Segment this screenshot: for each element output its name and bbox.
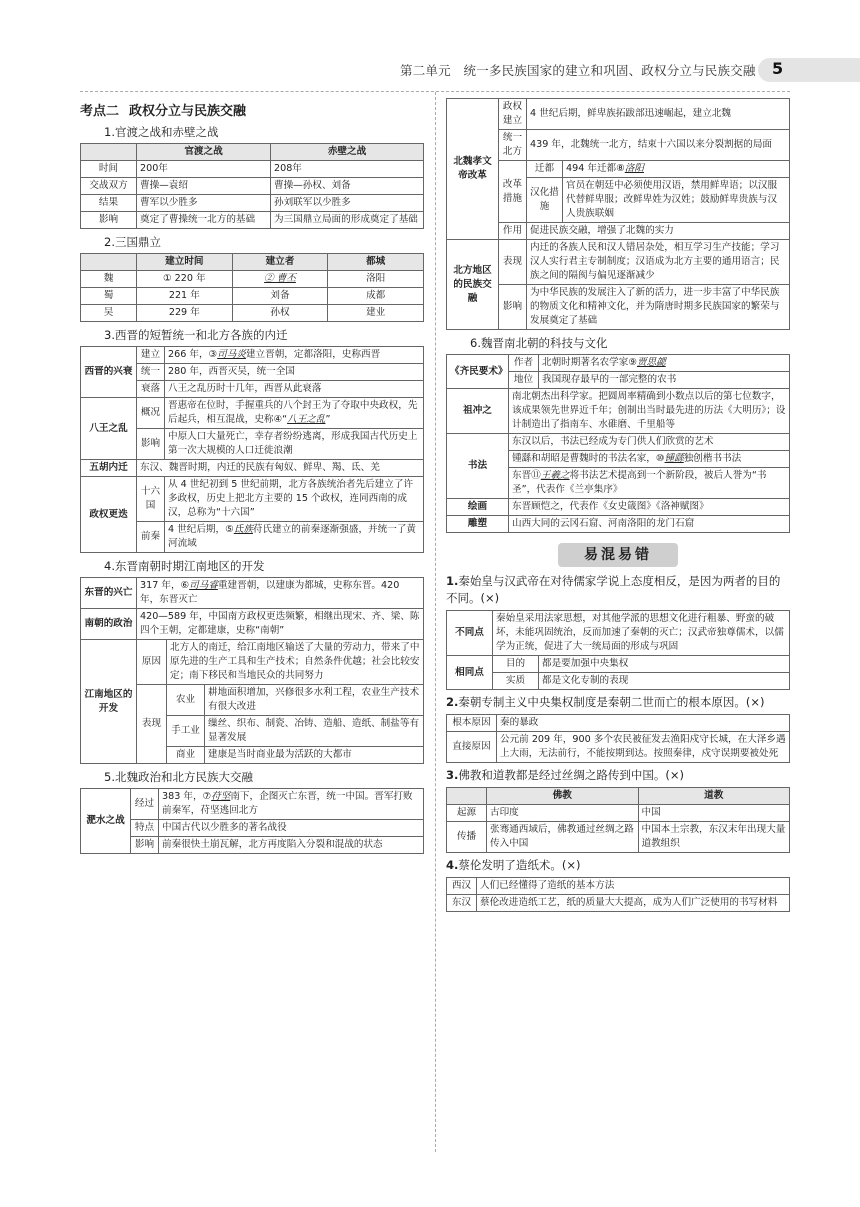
subsection-2-title: 2.三国鼎立	[104, 235, 161, 249]
table-cell: 古印度	[487, 805, 639, 822]
table-cell: 东汉以后，书法已经成为专门供人们欣赏的艺术	[509, 434, 790, 451]
table-cell: 江南地区的开发	[81, 640, 137, 764]
text-fragment: 秦朝专制主义中央集权制度是秦朝二世而亡的根本原因。(×)	[458, 695, 765, 709]
subsection-4-title: 4.东晋南朝时期江南地区的开发	[104, 559, 265, 573]
text-fragment: 建立晋朝，定都洛阳，史称西晋	[245, 349, 381, 360]
text-fragment: 洛阳	[624, 163, 644, 174]
text-fragment: 蔡伦发明了造纸术。(×)	[458, 858, 581, 872]
table-cell: 吴	[81, 305, 137, 322]
question-3	[446, 767, 790, 784]
table-cell	[165, 398, 424, 429]
table-cell: 政权建立	[499, 99, 527, 130]
table-cell: 统一	[137, 364, 165, 381]
text-fragment: 独创楷书书法	[683, 453, 742, 464]
text-fragment: 266 年，③	[168, 349, 218, 360]
table-cell: 为三国鼎立局面的形成奠定了基础	[271, 212, 424, 229]
table-cell: ① 220 年	[137, 271, 233, 288]
table-cell: 成都	[328, 288, 424, 305]
text-fragment: 氐族	[233, 524, 253, 535]
text-fragment: 晋惠帝在位时，手握重兵的八个封王为了夺取中央政权，先后起兵，相互混战，史称④“	[168, 400, 418, 425]
table-cell: 《齐民要术》	[447, 355, 509, 389]
text-fragment: 秦始皇与汉武帝在对待儒家学说上态度相反，是因为两者的目的不同。(×)	[446, 574, 781, 605]
table-cell: 北方地区的民族交融	[447, 240, 499, 330]
table-cell: 东汉	[447, 895, 477, 912]
table-cell: 北方人的南迁，给江南地区输送了大量的劳动力，带来了中原先进的生产工具和生产技术；自然条件优越；社会比较安定；南下移民和当地民众的共同努力	[167, 640, 424, 685]
table-cell: 表现	[499, 240, 527, 285]
table-cell: 4 世纪后期，鲜卑族拓跋部迅速崛起，建立北魏	[527, 99, 790, 130]
text-fragment: 2.	[446, 695, 459, 709]
table-cell: 229 年	[137, 305, 233, 322]
left-column	[80, 98, 424, 854]
table-cell	[447, 788, 487, 805]
table-cell: 影响	[499, 285, 527, 330]
text-fragment: 政权分立与民族交融	[129, 104, 247, 119]
table-cell: 赤壁之战	[271, 144, 424, 161]
northern-wei-reform-table	[446, 98, 790, 240]
text-fragment: 王羲之	[540, 470, 570, 481]
table-cell: 概况	[137, 398, 165, 429]
table-cell: 道教	[638, 788, 790, 805]
table-cell: 交战双方	[81, 178, 137, 195]
table-cell: 刘备	[232, 288, 328, 305]
question-2-table	[446, 714, 790, 763]
table-cell: 曹操—孙权、刘备	[271, 178, 424, 195]
table-cell: 建业	[328, 305, 424, 322]
right-column	[446, 98, 790, 912]
table-cell: 中国	[638, 805, 790, 822]
table-cell: 起源	[447, 805, 487, 822]
text-fragment: 4 世纪后期，⑤	[168, 524, 234, 535]
text-fragment: 383 年，⑦	[162, 791, 212, 802]
text-fragment: 南下，企图灭亡东晋，统一中国。晋军打败前秦军，苻坚逃回北方	[162, 791, 413, 816]
table-cell: 原因	[137, 640, 167, 685]
table-cell: 传播	[447, 822, 487, 853]
table-cell: 前秦	[137, 522, 165, 553]
table-cell: 地位	[509, 372, 539, 389]
table-cell: 绘画	[447, 499, 509, 516]
table-cell: 建立	[137, 347, 165, 364]
table-cell	[509, 468, 790, 499]
table-cell: 作用	[499, 223, 527, 240]
table-cell	[539, 355, 790, 372]
table-cell: 目的	[493, 656, 539, 673]
table-cell: 经过	[131, 789, 159, 820]
table-cell: 公元前 209 年，900 多个农民被征发去渔阳戍守长城，在大泽乡遇上大雨，无法前行，不能按期到达。按照秦律，戍守误期要被处死	[497, 732, 790, 763]
table-cell: 商业	[167, 747, 205, 764]
text-fragment: 494 年迁都⑧	[566, 163, 625, 174]
text-fragment: 1.	[446, 574, 459, 588]
table-cell: 政权更迭	[81, 477, 137, 553]
table-cell: 为中华民族的发展注入了新的活力，进一步丰富了中华民族的物质文化和精神文化，并为隋唐时期多民族国家的繁荣与发展奠定了基础	[527, 285, 790, 330]
table-cell: 西汉	[447, 878, 477, 895]
question-4-table	[446, 877, 790, 912]
table-cell: 建立者	[232, 254, 328, 271]
table-cell: 东汉、魏晋时期，内迁的民族有匈奴、鲜卑、羯、氐、羌	[137, 460, 424, 477]
table-cell: 统一北方	[499, 130, 527, 161]
table-cell: 直接原因	[447, 732, 497, 763]
table-cell: 南朝的政治	[81, 609, 137, 640]
table-cell: 迁都	[527, 161, 563, 178]
unit-title: 第二单元 统一多民族国家的建立和巩固、政权分立与民族交融	[400, 63, 756, 78]
column-divider	[435, 92, 436, 1152]
table-cell: 促进民族交融，增强了北魏的实力	[527, 223, 790, 240]
table-cell: 特点	[131, 820, 159, 837]
table-cell: 书法	[447, 434, 509, 499]
table-cell: 前秦很快土崩瓦解，北方再度陷入分裂和混战的状态	[159, 837, 424, 854]
table-cell: 北魏孝文帝改革	[447, 99, 499, 240]
table-cell: 人们已经懂得了造纸的基本方法	[477, 878, 790, 895]
table-cell: 奠定了曹操统一北方的基础	[137, 212, 271, 229]
table-cell: 都城	[328, 254, 424, 271]
text-fragment: 司马炎	[217, 349, 246, 360]
question-4	[446, 857, 790, 874]
table-cell: 中国古代以少胜多的著名战役	[159, 820, 424, 837]
table-cell: 221 年	[137, 288, 233, 305]
table-cell: 蔡伦改进造纸工艺，纸的质量大大提高，成为人们广泛使用的书写材料	[477, 895, 790, 912]
three-kingdoms-table	[80, 253, 424, 322]
table-cell	[165, 347, 424, 364]
table-cell	[165, 522, 424, 553]
table-cell: 西晋的兴衰	[81, 347, 137, 398]
table-cell	[81, 254, 137, 271]
table-cell: 相同点	[447, 656, 493, 690]
table-cell: 420—589 年，中国南方政权更迭频繁，相继出现宋、齐、梁、陈四个王朝，定都建康，史称“南朝”	[137, 609, 424, 640]
text-fragment: ”	[325, 414, 331, 425]
text-fragment: 苻氏建立的前秦逐渐强盛，并统一了黄河流域	[168, 524, 417, 549]
table-cell	[563, 161, 790, 178]
table-cell: 改革措施	[499, 161, 527, 223]
question-3-table	[446, 787, 790, 853]
question-1-table	[446, 610, 790, 690]
table-cell: 中国本土宗教，东汉末年出现大量道教组织	[638, 822, 790, 853]
text-fragment: 贾思勰	[636, 357, 666, 368]
question-2	[446, 694, 790, 711]
table-cell: 八王之乱历时十几年，西晋从此衰落	[165, 381, 424, 398]
easy-mistake-banner: 易混易错	[558, 543, 678, 567]
table-cell: 都是文化专制的表现	[539, 673, 790, 690]
text-fragment: 八王之乱	[287, 414, 326, 425]
table-cell: 不同点	[447, 611, 493, 656]
table-cell: 建康是当时商业最为活跃的大都市	[205, 747, 424, 764]
text-fragment: 司马睿	[189, 580, 218, 591]
section-title	[80, 100, 424, 119]
text-fragment: 锺繇	[664, 453, 684, 464]
table-cell: 表现	[137, 685, 167, 764]
table-cell: 从 4 世纪初到 5 世纪前期，北方各族统治者先后建立了许多政权，历史上把北方主要的 15 个政权，连同西南的成汉，总称为“十六国”	[165, 477, 424, 522]
southern-development-table	[80, 577, 424, 764]
table-cell: 山西大同的云冈石窟、河南洛阳的龙门石窟	[509, 516, 790, 533]
table-cell: 淝水之战	[81, 789, 131, 854]
table-cell	[509, 451, 790, 468]
table-cell: 200年	[137, 161, 271, 178]
subsection-1-title: 1.官渡之战和赤壁之战	[104, 125, 219, 139]
table-cell: 我国现存最早的一部完整的农书	[539, 372, 790, 389]
table-cell: 曹操—袁绍	[137, 178, 271, 195]
text-fragment: 苻坚	[211, 791, 231, 802]
table-cell: 影响	[137, 429, 165, 460]
battles-table	[80, 143, 424, 229]
western-jin-table	[80, 346, 424, 553]
table-cell: 作者	[509, 355, 539, 372]
table-cell: 八王之乱	[81, 398, 137, 460]
table-cell: 280 年，西晋灭吴，统一全国	[165, 364, 424, 381]
text-fragment: 3.	[446, 768, 459, 782]
text-fragment: 锺繇和胡昭是曹魏时的书法名家，⑩	[512, 453, 665, 464]
table-cell	[137, 578, 424, 609]
table-cell: 官渡之战	[137, 144, 271, 161]
table-cell: 洛阳	[328, 271, 424, 288]
table-cell: 曹军以少胜多	[137, 195, 271, 212]
table-cell: 秦的暴政	[497, 715, 790, 732]
table-cell: 都是要加强中央集权	[539, 656, 790, 673]
table-cell: 祖冲之	[447, 389, 509, 434]
table-cell: 影响	[81, 212, 137, 229]
table-cell: 农业	[167, 685, 205, 716]
table-cell: 秦始皇采用法家思想，对其他学派的思想文化进行粗暴、野蛮的破坏，未能巩固统治，反而加速了秦朝的灭亡；汉武帝独尊儒术，以儒学为正统，促进了大一统局面的形成与巩固	[493, 611, 790, 656]
text-fragment: 4.	[446, 858, 459, 872]
subsection-6-title: 6.魏晋南北朝的科技与文化	[470, 336, 608, 350]
subsection-5-title: 5.北魏政治和北方民族大交融	[104, 770, 253, 784]
table-cell: 佛教	[487, 788, 639, 805]
table-cell: 官员在朝廷中必须使用汉语，禁用鲜卑语；以汉服代替鲜卑服；改鲜卑姓为汉姓；鼓励鲜卑贵族与汉人贵族联姻	[563, 178, 790, 223]
table-cell: 东晋的兴亡	[81, 578, 137, 609]
table-cell: 时间	[81, 161, 137, 178]
text-fragment: 北朝时期著名农学家⑨	[542, 357, 637, 368]
page-header	[0, 58, 860, 82]
table-cell: 结果	[81, 195, 137, 212]
table-cell: 手工业	[167, 716, 205, 747]
page-number: 5	[772, 59, 784, 78]
table-cell: 439 年，北魏统一北方，结束十六国以来分裂割据的局面	[527, 130, 790, 161]
table-cell: 实质	[493, 673, 539, 690]
science-culture-table	[446, 354, 790, 533]
table-cell: ② 曹丕	[232, 271, 328, 288]
table-cell: 张骞通西域后，佛教通过丝绸之路传入中国	[487, 822, 639, 853]
table-cell: 孙刘联军以少胜多	[271, 195, 424, 212]
table-cell: 雕塑	[447, 516, 509, 533]
table-cell: 东晋顾恺之，代表作《女史箴图》《洛神赋图》	[509, 499, 790, 516]
text-fragment: 东晋⑪	[512, 470, 541, 481]
table-cell: 魏	[81, 271, 137, 288]
table-cell	[159, 789, 424, 820]
text-fragment: 佛教和道教都是经过丝绸之路传到中国。(×)	[458, 768, 684, 782]
table-cell	[81, 144, 137, 161]
table-cell: 影响	[131, 837, 159, 854]
table-cell: 中原人口大量死亡，幸存者纷纷逃离，形成我国古代历史上第一次大规模的人口迁徙浪潮	[165, 429, 424, 460]
table-cell: 汉化措施	[527, 178, 563, 223]
table-cell: 耕地面积增加，兴修很多水利工程，农业生产技术有很大改进	[205, 685, 424, 716]
table-cell: 十六国	[137, 477, 165, 522]
text-fragment: 317 年，⑥	[140, 580, 190, 591]
northern-fusion-table	[446, 239, 790, 330]
table-cell: 蜀	[81, 288, 137, 305]
table-cell: 内迁的各族人民和汉人错居杂处，相互学习生产技能；学习汉人实行君主专制制度；汉语成为北方主要的通用语言；民族之间的隔阂与偏见逐渐减少	[527, 240, 790, 285]
table-cell: 衰落	[137, 381, 165, 398]
table-cell: 孙权	[232, 305, 328, 322]
question-1	[446, 573, 790, 607]
text-fragment: 将书法艺术提高到一个新阶段，被后人誉为“书圣”，代表作《兰亭集序》	[512, 470, 767, 495]
table-cell: 缫丝、织布、制瓷、冶铸、造船、造纸、制盐等有显著发展	[205, 716, 424, 747]
subsection-3-title: 3.西晋的短暂统一和北方各族的内迁	[104, 328, 288, 342]
table-cell: 五胡内迁	[81, 460, 137, 477]
text-fragment: 重建晋朝，以建康为都城，史称东晋。420 年，东晋灭亡	[140, 580, 400, 605]
feishui-battle-table	[80, 788, 424, 854]
table-cell: 南北朝杰出科学家。把圆周率精确到小数点以后的第七位数字，该成果领先世界近千年；创制出当时最先进的历法《大明历》；设计制造出了指南车、水碓磨、千里船等	[509, 389, 790, 434]
table-cell: 建立时间	[137, 254, 233, 271]
table-cell: 根本原因	[447, 715, 497, 732]
table-cell: 208年	[271, 161, 424, 178]
text-fragment: 考点二	[80, 104, 120, 119]
